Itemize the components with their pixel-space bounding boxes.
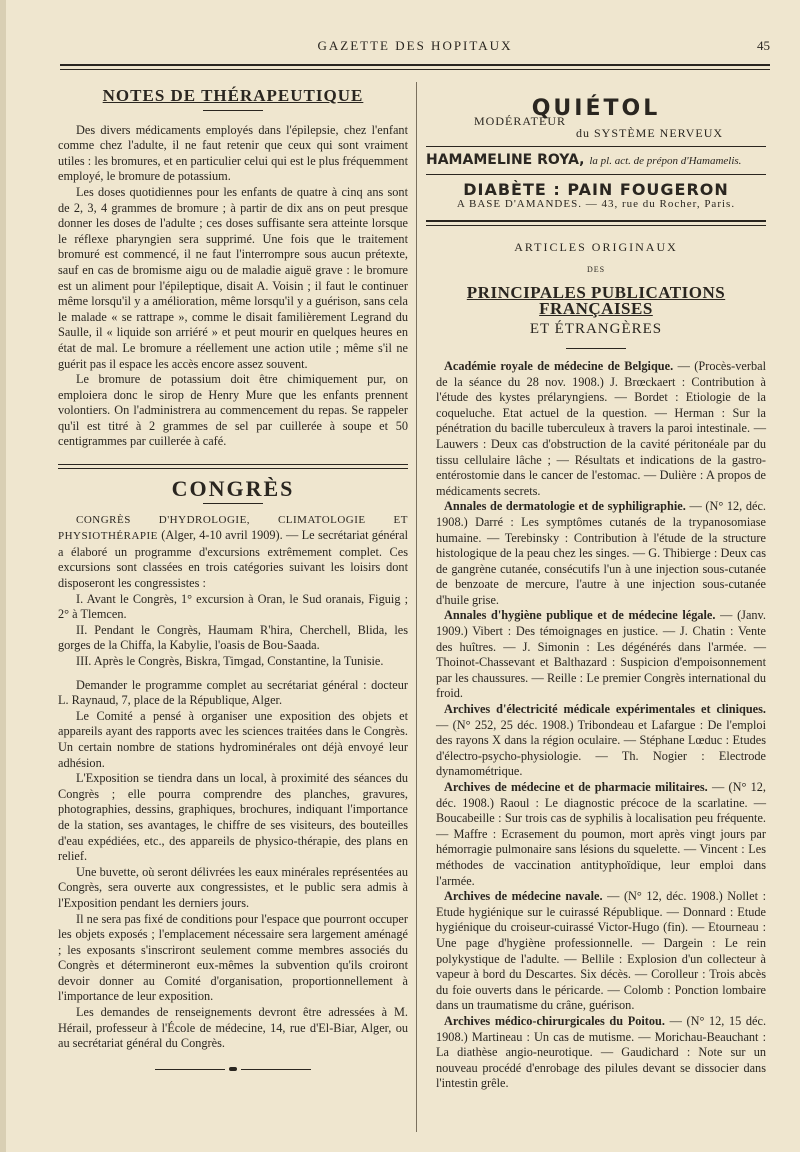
- ad-hamameline: [426, 152, 741, 168]
- publication-title: Archives de médecine navale.: [444, 889, 603, 904]
- notes-paragraph: Le bromure de potassium doit être chimiquement pur, on emploiera donc le sirop de Henry Mure que les enfants prennent volontiers. On l'administrera au commencement du repas. Se rappeler qu'il est titré à 2 grammes de sel par cuillerée à soupe et 50 centigrammes par cuillerée à café.: [58, 372, 408, 449]
- publication-entry: [426, 359, 766, 499]
- notes-paragraph: Les doses quotidiennes pour les enfants de quatre à cinq ans sont de 2, 3, 4 grammes de bromure ; à partir de dix ans on peut presque donner les doses de l'adulte ; ces doses suffisante sera atteinte lorsque le réflexe pharyngien sera supprimé. Une fois que le traitement bromuré est commencé, il ne faut l'interrompre sous aucun prétexte, sauf en cas de bromisme aigu ou de maladie aiguë grave : le bromure est un aliment pour l'épileptique, disait A. Voisin ; il faut le continuer même lorsqu'il y a amélioration, même lorsqu'il y a guérison, sans cela le malade « se rattrape », comme le disait familièrement Legrand du Saulle, il « liquide son arriéré » et peut mourir en quelques heures en état de mal. Le bromure a réellement une action utile ; même s'il ne guérit pas il espace les accès encore assez souvent.: [58, 184, 408, 371]
- publication-body: — (Procès-verbal de la séance du 28 nov. 1908.) J. Brœckaert : Contribution à l'étude des kystes prélaryngiens. — Bordet : Etiologie de la coqueluche. Etat actuel de la question. — Herman : Sur la pénétration du bacille tuberculeux à travers la paroi intestinale. — Lauwers : Deux cas d'obstruction de la cavité péritonéale par du tissu cellulaire lâche ; — Résultats et indications de la gastro-entérostomie dans le cancer de l'estomac. — Dulière : A propos de médicaments secrets.: [436, 358, 766, 498]
- ad-block: [426, 96, 766, 216]
- page-edge: [0, 0, 6, 1152]
- ad-bottom-rule: [426, 220, 766, 222]
- ad-hamameline-name: HAMAMELINE ROYA,: [426, 152, 585, 168]
- notes-divider: [203, 110, 263, 111]
- publication-body: — (N° 12, 15 déc. 1908.) Martineau : Un cas de mutisme. — Morichau-Beauchant : La diathèse angio-neurotique. — Gaudichard : Note sur un nouveau procédé d'enrobage des pilules devant se dissocier dans l'intestin grêle.: [436, 1013, 767, 1091]
- ad-hamameline-note: la pl. act. de prépon d'Hamamelis.: [589, 155, 742, 167]
- ad-rule: [426, 174, 766, 175]
- publication-entry: [426, 702, 766, 780]
- publication-body: — (N° 12, déc. 1908.) Darré : Les symptômes cutanés de la trypanosomiase humaine. — Terebinsky : Contribution à l'étude de la structure histologique de la peau chez les singes. — G. Thibierge : Deux cas de gangrène cutanée, consécutifs l'un à une injection sous-cutanée de benzoate de mercure, l'autre à une injection sous-cutanée d'huile grise.: [436, 499, 767, 607]
- publication-entry: [426, 780, 766, 889]
- ad-diabete: DIABÈTE : PAIN FOUGERON: [463, 180, 729, 199]
- congres-divider: [203, 503, 263, 504]
- ad-amandes: A BASE D'AMANDES. — 43, rue du Rocher, Paris.: [456, 198, 736, 210]
- ad-quietol: QUIÉTOL: [531, 96, 661, 121]
- column-separator: [416, 82, 417, 1132]
- articles-des: DES: [586, 264, 606, 274]
- notes-paragraph: Des divers médicaments employés dans l'épilepsie, chez l'enfant comme chez l'adulte, il ne faut retenir que ceux qui sont vraiment utiles : les bromures, et en particulier celui qui est le plus fréquemment employé, le bromure de potassium.: [58, 122, 408, 184]
- congres-paragraph: Il ne sera pas fixé de conditions pour l'espace que pourront occuper les objets exposés ; l'emplacement nécessaire sera largement aménagé ; les exposants s'inscriront seulement comme membres associés du Congrès et détermineront eux-mêmes la subvention qu'ils croiront devoir donner au Comité d'organisation, proportionnellement à l'importance de leur exposition.: [58, 911, 408, 1004]
- congres-list-item: I. Avant le Congrès, 1° excursion à Oran, le Sud oranais, Figuig ; 2° à Tlemcen.: [58, 591, 408, 622]
- congres-paragraph: L'Exposition se tiendra dans un local, à proximité des séances du Congrès ; elle pourra comprendre des planches, gravures, photographies, dessins, graphiques, brochures, indiquant l'importance de la station, ses avantages, le chiffre de ses visiteurs, des bouteilles d'eau expédiées, etc., des appareils de physico-thérapie, des plans en relief.: [58, 771, 408, 864]
- publication-entry: [426, 1014, 766, 1092]
- publication-title: Archives de médecine et de pharmacie militaires.: [444, 780, 708, 794]
- journal-title: GAZETTE DES HOPITAUX: [317, 38, 513, 53]
- publication-title: Académie royale de médecine de Belgique.: [444, 358, 674, 373]
- page-header: [60, 38, 770, 58]
- notes-title: NOTES DE THÉRAPEUTIQUE: [102, 86, 364, 105]
- congres-paragraph: Une buvette, où seront délivrées les eaux minérales représentées au Congrès, sera ouverte aux congressistes, et le public sera admis à l'Exposition pendant les derniers jours.: [58, 864, 408, 910]
- ad-bottom-rule-thin: [426, 225, 766, 226]
- congres-intro-text: (Alger, 4-10 avril 1909). — Le secrétariat général a élaboré un programme d'excursions extrêmement complet. Ces excursions sont classées en trois catégories suivant les loisirs dont disposeront les congressistes :: [58, 528, 408, 591]
- publication-body: — (N° 12, déc. 1908.) Raoul : Le diagnostic précoce de la scarlatine. — Boucabeille : Sur trois cas de syphilis à localisation peu fréquente. — Maffre : Ecrasement du poumon, mort après vingt jours par hémorragie pulmonaire sans lésions du squelette. — Vincent : Les méthodes de vaccination antityphoïdique, leur emploi dans l'armée.: [436, 780, 766, 888]
- publication-title: Archives médico-chirurgicales du Poitou.: [444, 1013, 665, 1028]
- page-number: 45: [757, 38, 770, 53]
- section-rule: [58, 464, 408, 469]
- etrangeres-heading: ET ÉTRANGÈRES: [529, 321, 663, 338]
- articles-divider: [566, 348, 626, 349]
- congres-paragraph: Le Comité a pensé à organiser une exposition des objets et appareils ayant des rapports avec les sciences traitées dans le Congrès. Un certain nombre de stations hydrominérales ont déjà envoyé leur adhésion.: [58, 708, 408, 770]
- publication-body: — (Janv. 1909.) Vibert : Des témoignages en justice. — J. Chatin : Vente des huîtres. — J. Simonin : Les dégénérés dans l'armée. — Thoinot-Chassevant et Balthazard : Suspicion d'empoisonnement par les chaussures. — Reille : Le premier Congrès international du froid.: [436, 608, 766, 701]
- congres-paragraph: Les demandes de renseignements devront être adressées à M. Hérail, professeur à l'École de médecine, 14, rue d'El-Biar, Alger, ou au secrétariat général du Congrès.: [58, 1005, 408, 1051]
- ornament-divider: [58, 1062, 408, 1078]
- header-rule-thick: [60, 64, 770, 66]
- ad-moderateur: MODÉRATEUR: [474, 114, 567, 128]
- publication-entry: [426, 608, 766, 702]
- congres-list-item: II. Pendant le Congrès, Haumam R'hira, Cherchell, Blida, les gorges de la Chiffa, la Kabylie, l'oasis de Bou-Saada.: [58, 622, 408, 653]
- publication-title: Archives d'électricité médicale expérimentales et cliniques.: [444, 702, 766, 717]
- congres-title: CONGRÈS: [171, 476, 295, 502]
- ad-systeme: du SYSTÈME NERVEUX: [576, 126, 724, 140]
- principales-heading: PRINCIPALES PUBLICATIONS FRANÇAISES: [466, 283, 726, 318]
- header-rule-thin: [60, 69, 770, 70]
- publication-entry: [426, 499, 766, 608]
- congres-intro: [58, 512, 408, 592]
- congres-heading: CONGRÈS D'HYDROLOGIE, CLIMATOLOGIE ET PHYSIOTHÉRAPIE: [58, 513, 408, 543]
- right-column: [426, 240, 766, 1092]
- publication-body: — (N° 252, 25 déc. 1908.) Tribondeau et Lafargue : De l'emploi des rayons X dans la région oculaire. — Stéphane Lœduc : Etudes d'électro-psycho-physiologie. — Th. Nogier : Electrode dynamométrique.: [436, 717, 766, 779]
- publication-body: — (N° 12, déc. 1908.) Nollet : Etude hygiénique sur le cuirassé République. — Donnard : Etude hygiénique du croiseur-cuirassé Victor-Hugo (fin). — Etourneau : Une page d'hygiène professionnelle. — Dargein : Le rein polykystique de l'adulte. — Bellile : Explosion d'un collecteur à vapeur à bord du Descartes. Six décès. — Corolleur : Trois abcès du foie ouverts dans le péricarde. — Colomb : Ponction lombaire dans un traumatisme du crâne, guérison.: [436, 889, 766, 1013]
- congres-paragraph: Demander le programme complet au secrétariat général : docteur L. Raynaud, 7, place de la République, Alger.: [58, 677, 408, 708]
- articles-heading: ARTICLES ORIGINAUX: [514, 240, 678, 254]
- ad-rule: [426, 146, 766, 147]
- publication-entry: [426, 889, 766, 1014]
- publication-title: Annales de dermatologie et de syphiligraphie.: [444, 499, 686, 514]
- congres-list-item: III. Après le Congrès, Biskra, Timgad, Constantine, la Tunisie.: [76, 654, 384, 668]
- publication-title: Annales d'hygiène publique et de médecine légale.: [444, 608, 716, 623]
- left-column: [58, 88, 408, 1077]
